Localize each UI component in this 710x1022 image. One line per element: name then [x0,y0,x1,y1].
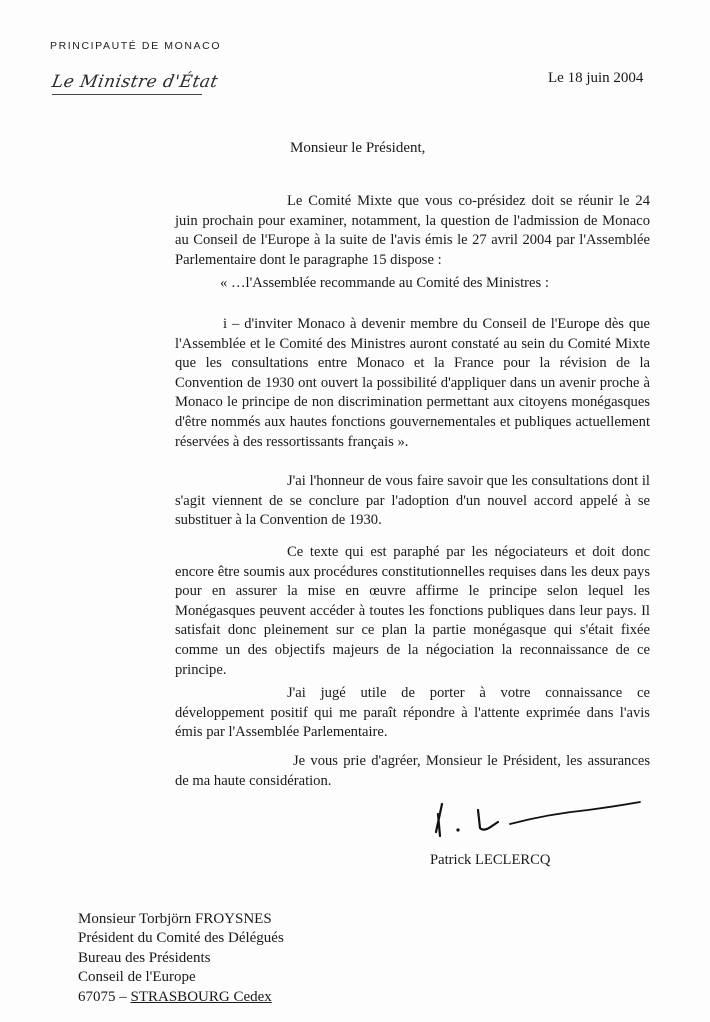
paragraph-1: Le Comité Mixte que vous co-présidez doit se réunir le 24 juin prochain pour examiner, notamment, la question de l'admission de Monaco au Conseil de l'Europe à la suite de l'avis émis le 27 avril 2004 par l'Assemblée Parlementaire dont le paragraphe 15 dispose : [175,193,650,268]
paragraph-2: J'ai l'honneur de vous faire savoir que les consultations dont il s'agit viennent de se conclure par l'adoption d'un nouvel accord appelé à se substituer à la Convention de 1930. [175,473,650,529]
addressee-office: Bureau des Présidents [78,949,211,966]
handwritten-signature [428,792,648,842]
closing-formula: Je vous prie d'agréer, Monsieur le Président, les assurances de ma haute considération. [175,753,650,789]
addressee-city: STRASBOURG Cedex [130,988,272,1005]
letterhead-office: Le Ministre d'État [50,72,220,92]
addressee-org: Conseil de l'Europe [78,969,196,986]
addressee-block [78,910,284,1007]
addressee-title: Président du Comité des Délégués [78,930,284,947]
addressee-name: Monsieur Torbjörn FROYSNES [78,911,272,927]
signer-name: Patrick LECLERCQ [430,852,551,868]
letterhead-underline [52,94,202,95]
paragraph-4: J'ai jugé utile de porter à votre connaissance ce développement positif qui me paraît répondre à l'attente exprimée dans l'avis émis par l'Assemblée Parlementaire. [175,685,650,741]
addressee-postcode: 67075 – [78,988,127,1005]
paragraph-3: Ce texte qui est paraphé par les négociateurs et doit donc encore être soumis aux procédures constitutionnelles requises dans les deux pays pour en assurer la mise en œuvre affirme le principe selon lequel les Monégasques peuvent accéder à toutes les fonctions publiques dans leur pays. Il satisfait donc pleinement sur ce plan la partie monégasque qui s'était fixée comme un des objectifs majeurs de la négociation la reconnaissance de ce principe. [175,544,650,678]
salutation: Monsieur le Président, [290,140,426,156]
letterhead-organization: PRINCIPAUTÉ DE MONACO [50,40,222,52]
quote-intro: « …l'Assemblée recommande au Comité des Ministres : [220,275,549,291]
addressee-city-line [78,988,284,1007]
letter-date: Le 18 juin 2004 [548,70,644,86]
quote-body: i – d'inviter Monaco à devenir membre du Conseil de l'Europe dès que l'Assemblée et le Comité des Ministres auront constaté au sein du Comité Mixte que les consultations entre Monaco et la France pour la révision de la Convention de 1930 ont ouvert la possibilité d'appliquer dans un avenir proche à Monaco le principe de non discrimination permettant aux citoyens monégasques d'être nommés aux hautes fonctions gouvernementales et publiques actuellement réservées à des ressortissants français ». [175,316,650,450]
